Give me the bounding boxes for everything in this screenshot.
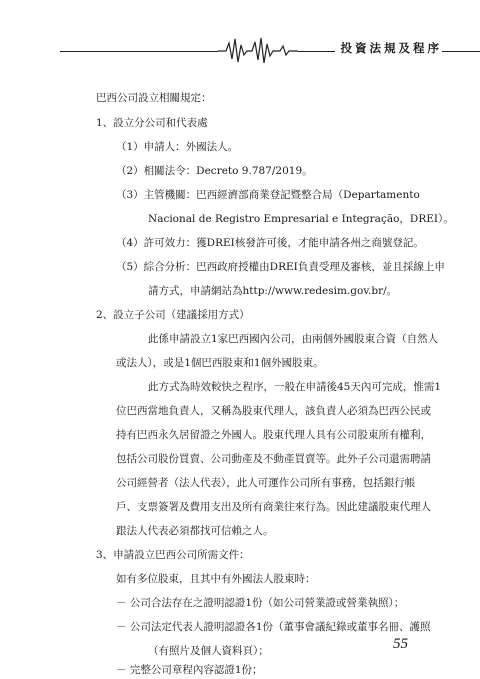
section-1-item-4: （4）許可效力：獲DREI核發許可後，才能申請各州之商號登記。 xyxy=(116,237,424,249)
section-1-item-2: （2）相關法令：Decreto 9.787/2019。 xyxy=(116,165,313,177)
section-3-bullet-3: － 完整公司章程內容認證1份； xyxy=(116,664,263,676)
section-1-item-1: （1）申請人：外國法人。 xyxy=(116,141,239,153)
section-1-item-3: （3）主管機關：巴西經濟部商業登記暨整合局（Departamento xyxy=(116,189,420,201)
section-1-item-5: （5）綜合分析：巴西政府授權由DREI負責受理及審核，並且採線上申 xyxy=(116,261,445,273)
section-3-bullet-2-cont: （有照片及個人資料頁）； xyxy=(148,645,269,657)
section-1-heading: 1、設立分公司和代表處 xyxy=(96,117,208,129)
section-3-subheading: 如有多位股東，且其中有外國法人股東時： xyxy=(116,573,316,585)
section-2-para-2-line-6: 戶、支票簽署及費用支出及所有商業往來行為。因此建議股東代理人 xyxy=(116,501,431,513)
section-2-para-2-line-2: 位巴西當地負責人，又稱為股東代理人，該負責人必須為巴西公民或 xyxy=(116,405,431,417)
page-number: 55 xyxy=(393,636,408,652)
section-2-para-1-cont: 或法人），或是1個巴西股東和1個外國股東。 xyxy=(116,357,324,369)
section-2-para-2: 此方式為時效較快之程序，一般在申請後45天內可完成，惟需1 xyxy=(148,381,442,393)
ecg-wave-icon xyxy=(218,34,298,66)
section-3-heading: 3、申請設立巴西公司所需文件： xyxy=(96,549,250,561)
section-1-item-3-cont: Nacional de Registro Empresarial e Integração，DREI）。 xyxy=(148,213,454,225)
header-title: 投資法規及程序 xyxy=(335,40,443,56)
section-2-para-2-line-3: 持有巴西永久居留證之外國人。股東代理人具有公司股東所有權利， xyxy=(116,429,431,441)
section-2-para-1: 此係申請設立1家巴西國內公司，由兩個外國股東合資（自然人 xyxy=(148,333,439,345)
section-2-para-2-line-4: 包括公司股份買賣、公司動產及不動產買賣等。此外子公司還需聘請 xyxy=(116,453,431,465)
section-2-para-2-line-7: 跟法人代表必須都找可信賴之人。 xyxy=(116,525,274,537)
section-3-bullet-2: － 公司法定代表人證明認證各1份（董事會議紀錄或董事名冊、護照 xyxy=(116,621,431,633)
section-3-bullet-1: － 公司合法存在之證明認證1份（如公司營業證或營業執照）； xyxy=(116,597,405,609)
intro-text: 巴西公司設立相關規定： xyxy=(96,92,212,104)
running-header xyxy=(0,30,480,66)
section-2-para-2-line-5: 公司經營者（法人代表），此人可運作公司所有事務，包括銀行帳 xyxy=(116,477,416,489)
section-1-item-5-cont: 請方式，申請網站為http://www.redesim.gov.br/。 xyxy=(148,285,398,297)
section-2-heading: 2、設立子公司（建議採用方式） xyxy=(96,309,250,321)
